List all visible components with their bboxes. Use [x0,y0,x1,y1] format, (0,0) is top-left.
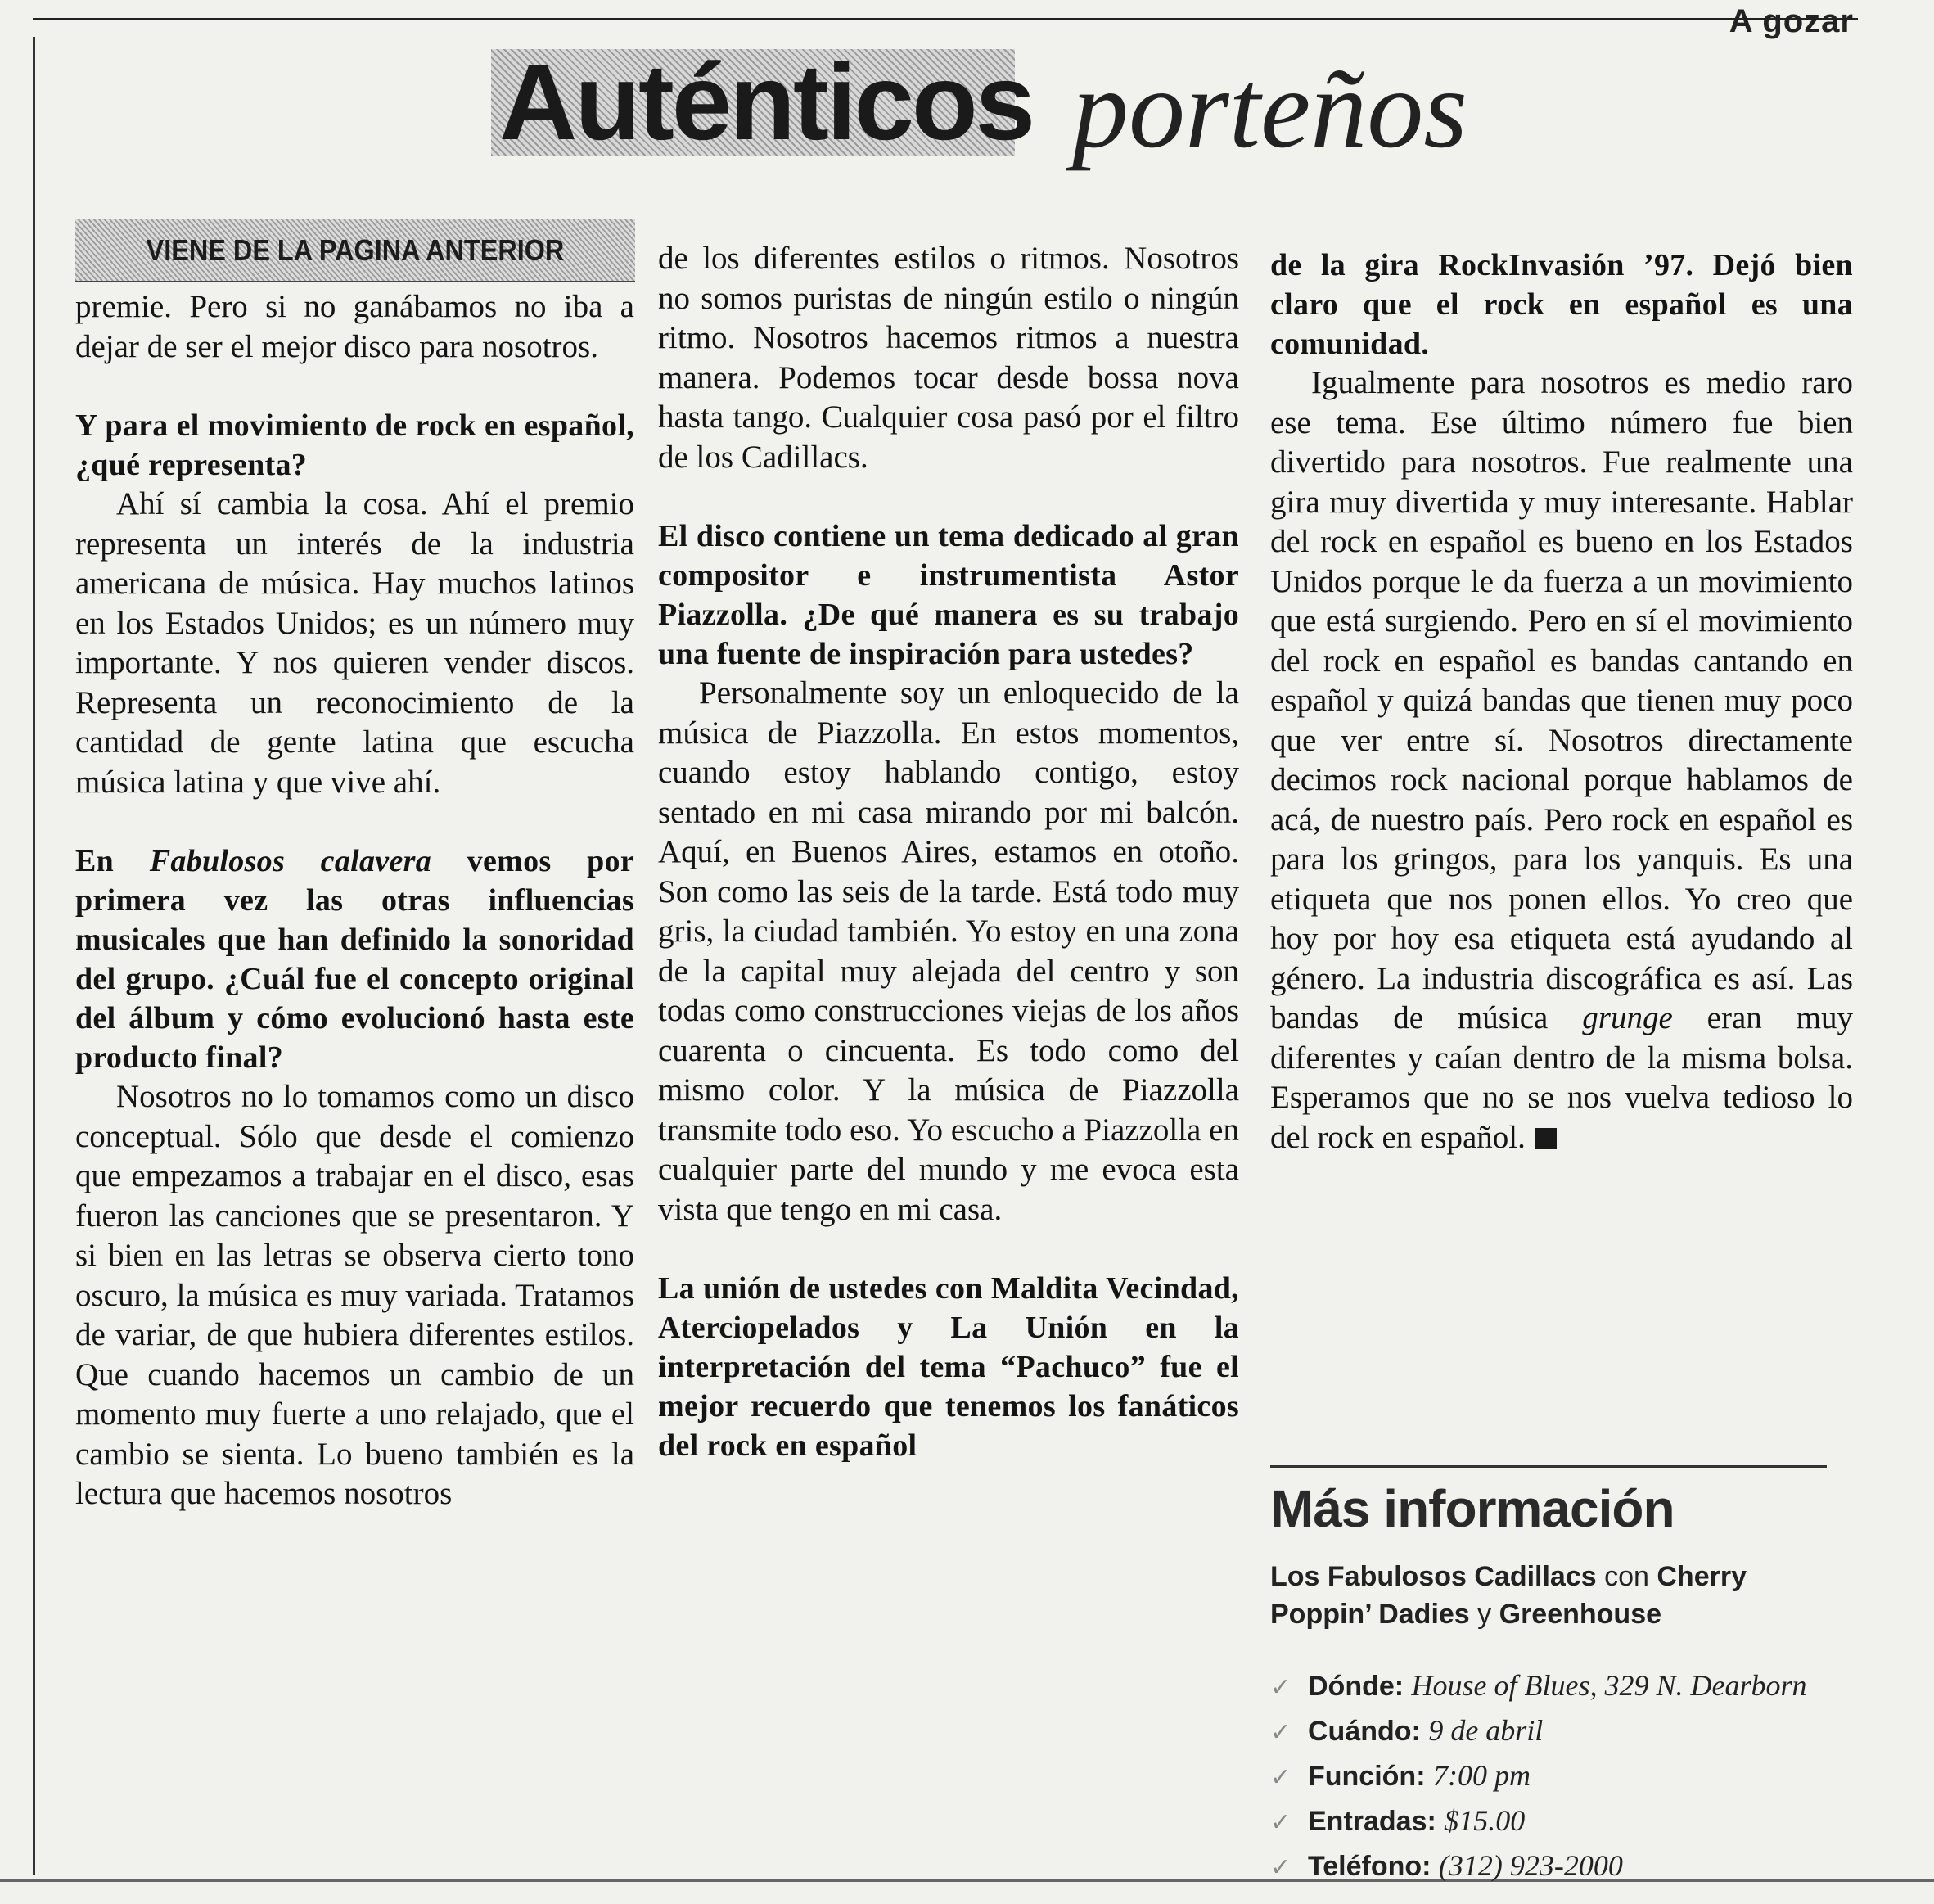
paragraph: de los diferentes estilos o ritmos. Nosotros no somos puristas de ningún estilo o ningún ritmo. Nosotros hacemos ritmos a nuestra manera. Podemos tocar desde bossa nova hasta tango. Cualquier cosa pasó por el filtro de los Cadillacs. [658,241,1239,475]
column-3 [1270,246,1853,1157]
checkmark-icon: ✓ [1270,1809,1292,1836]
paragraph: Personalmente soy un enloquecido de la música de Piazzolla. En estos momentos, cuando estoy hablando contigo, estoy sentado en mi casa mirando por mi balcón. Aquí, en Buenos Aires, estamos en otoño. Son como las seis de la tarde. Está todo muy gris, la ciudad también. Yo estoy en una zona de la capital muy alejada del centro y son todas como construcciones viejas de los años cuarenta o cincuenta. Es todo como del mismo color. Y la música de Piazzolla transmite todo eso. Yo escucho a Piazzolla en cualquier parte del mundo y me evoca esta vista que tengo en mi casa. [658,675,1239,1227]
paragraph: Ahí sí cambia la cosa. Ahí el premio representa un interés de la industria americana de música. Hay muchos latinos en los Estados Unidos; es un número muy importante. Y nos quieren vender discos. Representa un reconocimiento de la cantidad de gente latina que escucha música latina y que vive ahí. [75,486,634,800]
checkmark-icon: ✓ [1270,1764,1292,1791]
headline-bold: Auténticos [499,42,1034,162]
headline [491,33,1555,172]
continued-label: VIENE DE LA PAGINA ANTERIOR [75,219,635,282]
info-item-telefono: ✓ Teléfono: (312) 923-2000 [1270,1844,1827,1889]
question: Y para el movimiento de rock en español, ¿qué representa? [75,408,634,482]
info-item-entradas: ✓ Entradas: $15.00 [1270,1799,1827,1844]
question: En Fabulosos calavera vemos por primera vez las otras influencias musicales que han definido la sonoridad del grupo. ¿Cuál fue el concepto original del álbum y cómo evolucionó hasta este producto final? [75,844,634,1075]
column-2 [658,239,1239,1465]
section-tag: A gozar [1729,3,1854,39]
info-list [1270,1664,1827,1889]
column-1 [75,219,634,1514]
paragraph: Nosotros no lo tomamos como un disco conceptual. Sólo que desde el comienzo que empezamos a trabajar en el disco, esas fueron las canciones que se presentaron. Y si bien en las letras se observa cierto tono oscuro, la música es muy variada. Tratamos de variar, de que hubiera diferentes estilos. Que cuando hacemos un cambio de un momento muy fuerte a uno relajado, que el cambio se sienta. Lo bueno también es la lectura que hacemos nosotros [75,1079,634,1511]
checkmark-icon: ✓ [1270,1854,1292,1881]
info-item-cuando: ✓ Cuándo: 9 de abril [1270,1709,1827,1754]
info-item-funcion: ✓ Función: 7:00 pm [1270,1754,1827,1799]
info-box [1270,1465,1827,1889]
checkmark-icon: ✓ [1270,1719,1292,1746]
headline-italic: porteños [1072,46,1467,171]
question: La unión de ustedes con Maldita Vecindad, Aterciopelados y La Unión en la interpretación del tema “Pachuco” fue el mejor recuerdo que tenemos los fanáticos del rock en español [658,1271,1239,1463]
end-mark-icon [1535,1128,1557,1149]
top-rule [33,18,1858,20]
album-title: Fabulosos calavera [149,844,432,878]
left-rule [33,37,35,1875]
info-heading: Más información [1270,1479,1675,1538]
paragraph: Igualmente para nosotros es medio raro ese tema. Ese último número fue bien divertido para nosotros. Fue realmente una gira muy divertida y muy interesante. Hablar del rock en español es bueno en los Estados Unidos porque le da fuerza a un movimiento que está surgiendo. Pero en sí el movimiento del rock en español es bandas cantando en español y quizá bandas que tienen muy poco que ver entre sí. Nosotros directamente decimos rock nacional porque hablamos de acá, de nuestro país. Pero rock en español es para los gringos, para los yanquis. Es una etiqueta que nos ponen ellos. Yo creo que hoy por hoy esa etiqueta está ayudando al género. La industria discográfica es así. Las bandas de música grunge eran muy diferentes y caían dentro de la misma bolsa. Esperamos que no se nos vuelva tedioso lo del rock en español. [1270,365,1853,1155]
paragraph: premie. Pero si no ganábamos no iba a dejar de ser el mejor disco para nosotros. [75,289,634,364]
info-item-donde: ✓ Dónde: House of Blues, 329 N. Dearborn [1270,1664,1827,1709]
question: de la gira RockInvasión ’97. Dejó bien claro que el rock en español es una comunidad. [1270,248,1853,361]
info-bands: Los Fabulosos Cadillacs con Cherry Poppin’ Dadies y Greenhouse [1270,1561,1747,1630]
question: El disco contiene un tema dedicado al gran compositor e instrumentista Astor Piazzolla. ¿De qué manera es su trabajo una fuente de inspiración para ustedes? [658,519,1239,671]
checkmark-icon: ✓ [1270,1674,1292,1701]
info-rule [1270,1465,1827,1468]
